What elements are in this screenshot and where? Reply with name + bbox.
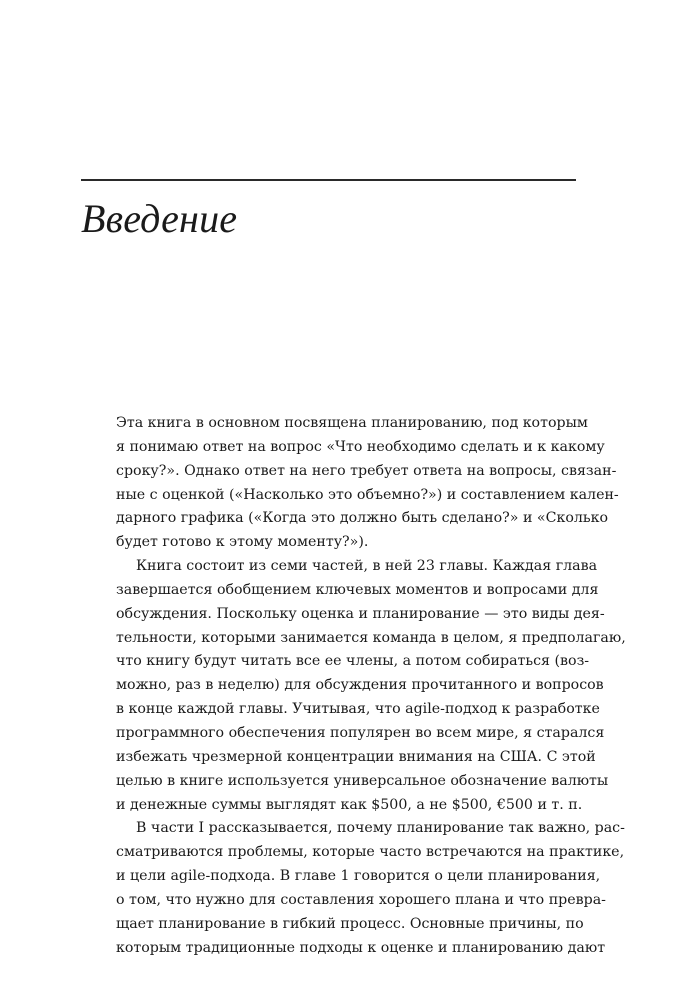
text-line: дарного графика («Когда это должно быть сделано?» и «Сколько xyxy=(116,510,609,527)
text-line: сматриваются проблемы, которые часто встречаются на практике, xyxy=(116,844,625,861)
text-line: и денежные суммы выглядят как $500, а не $500, €500 и т. п. xyxy=(116,796,583,813)
body-text xyxy=(116,412,626,960)
text-line: можно, раз в неделю) для обсуждения прочитанного и вопросов xyxy=(116,677,604,694)
text-line: которым традиционные подходы к оценке и планированию дают xyxy=(116,939,606,956)
text-line: Книга состоит из семи частей, в ней 23 главы. Каждая глава xyxy=(136,558,598,575)
text-line: программного обеспечения популярен во всем мире, я старался xyxy=(116,724,605,741)
text-line: В части I рассказывается, почему планирование так важно, рас- xyxy=(136,820,625,837)
text-line: сроку?». Однако ответ на него требует ответа на вопросы, связан- xyxy=(116,462,617,479)
text-line: обсуждения. Поскольку оценка и планирование — это виды дея- xyxy=(116,605,605,622)
text-line: что книгу будут читать все ее члены, а потом собираться (воз- xyxy=(116,653,590,670)
text-line: о том, что нужно для составления хорошего плана и что превра- xyxy=(116,891,606,908)
text-line: в конце каждой главы. Учитывая, что agile-подход к разработке xyxy=(116,701,600,718)
text-line: щает планирование в гибкий процесс. Основные причины, по xyxy=(116,915,584,932)
text-line: Эта книга в основном посвящена планированию, под которым xyxy=(116,415,588,431)
text-line: целью в книге используется универсальное обозначение валюты xyxy=(116,772,609,789)
chapter-rule xyxy=(81,179,576,181)
text-line: избежать чрезмерной концентрации внимания на США. С этой xyxy=(116,748,596,765)
text-line: ные с оценкой («Насколько это объемно?») и составлением кален- xyxy=(116,486,619,503)
text-line: завершается обобщением ключевых моментов и вопросами для xyxy=(116,581,599,598)
text-line: я понимаю ответ на вопрос «Что необходимо сделать и к какому xyxy=(116,438,605,455)
text-line: тельности, которыми занимается команда в целом, я предполагаю, xyxy=(116,629,626,646)
text-line: будет готово к этому моменту?»). xyxy=(116,534,369,551)
chapter-title: Введение xyxy=(81,196,238,241)
text-line: и цели agile-подхода. В главе 1 говорится о цели планирования, xyxy=(116,868,601,885)
